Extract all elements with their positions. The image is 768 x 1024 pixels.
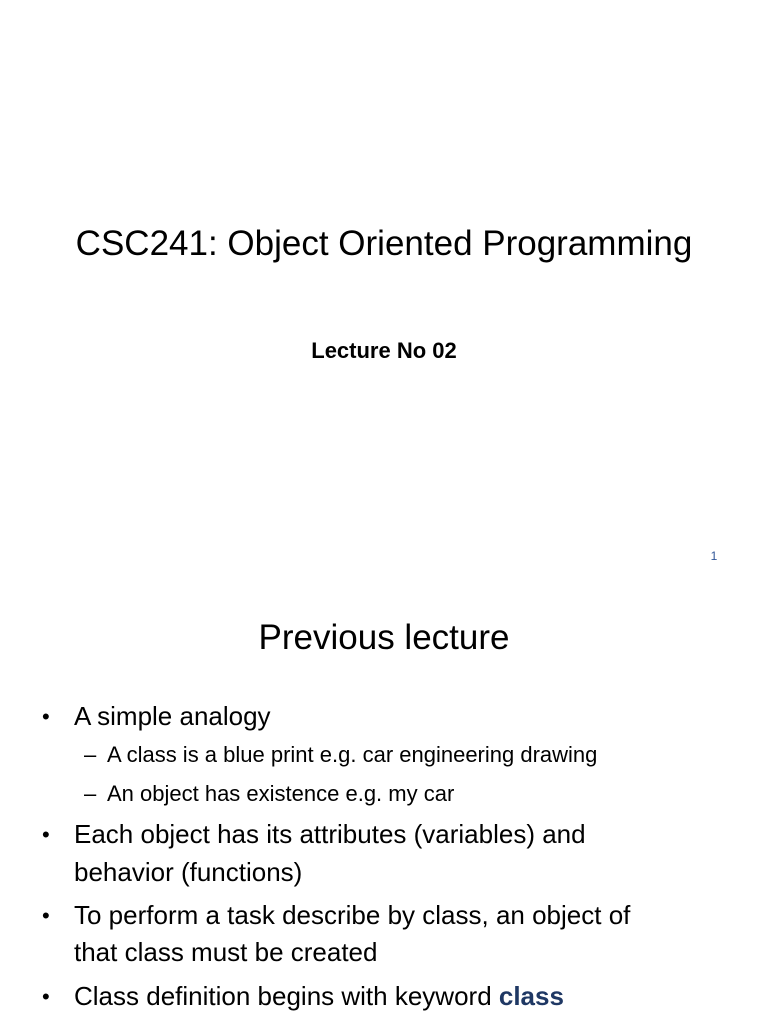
bullet-text-prefix: Class definition begins with keyword (74, 981, 499, 1011)
slide2-title: Previous lecture (258, 618, 510, 657)
bullet-text: A simple analogy (74, 701, 271, 731)
bullet-text: behavior (functions) (74, 857, 303, 887)
bullet-glyph: • (42, 822, 50, 847)
bullet-text: that class must be created (74, 937, 378, 967)
keyword-class: class (498, 981, 564, 1011)
slide1-subtitle: Lecture No 02 (311, 338, 457, 363)
slide1-title: CSC241: Object Oriented Programming (75, 224, 693, 263)
sub-bullet-text: An object has existence e.g. my car (107, 781, 455, 806)
slide-number: 1 (710, 549, 718, 563)
dash-glyph: – (84, 742, 97, 767)
bullet-text: To perform a task describe by class, an object of (74, 900, 631, 930)
bullet-glyph: • (42, 984, 50, 1009)
sub-bullet-text: A class is a blue print e.g. car engineering drawing (107, 742, 598, 767)
bullet-text: Each object has its attributes (variables) and (74, 819, 586, 849)
bullet-glyph: • (42, 704, 50, 729)
dash-glyph: – (84, 781, 97, 806)
bullet-text (74, 978, 564, 1015)
bullet-glyph: • (42, 903, 50, 928)
